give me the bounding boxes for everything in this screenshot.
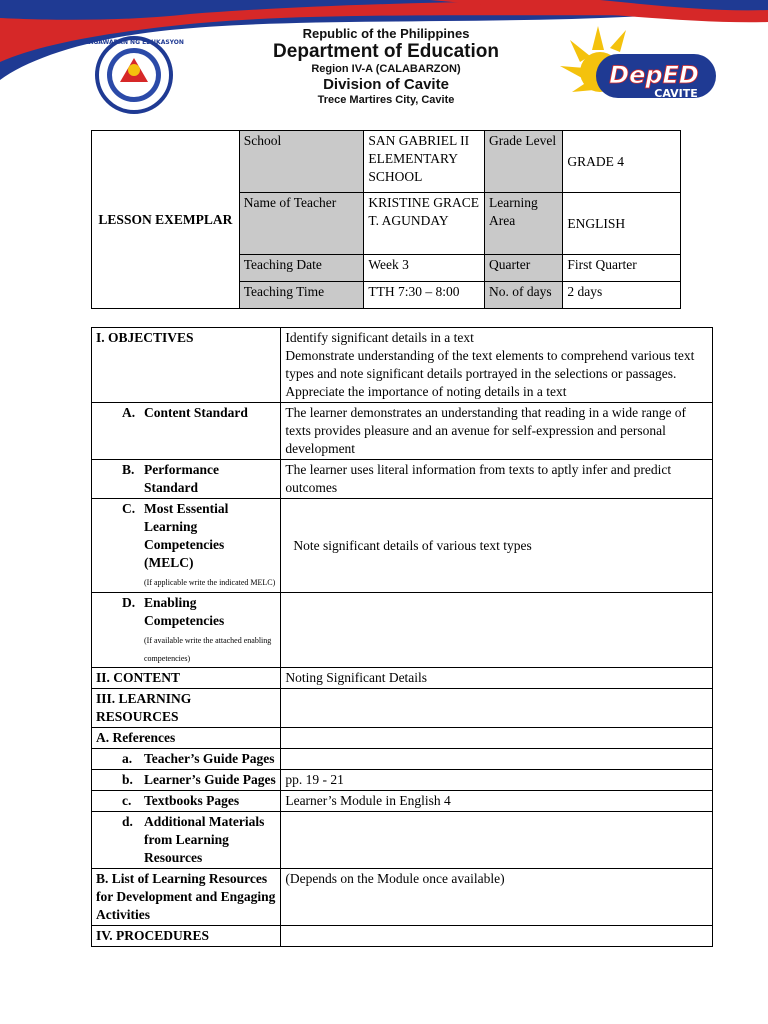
quarter-value: First Quarter xyxy=(563,255,681,282)
objective-line: Demonstrate understanding of the text elements to comprehend various text types and note significant details portrayed in the selections or passages. xyxy=(285,348,695,381)
learners-guide-text: Learner’s Guide Pages xyxy=(144,772,276,787)
content-standard-text: Content Standard xyxy=(144,405,248,420)
objective-line: Appreciate the importance of noting details in a text xyxy=(285,384,567,399)
deped-seal-icon xyxy=(84,38,184,112)
additional-materials-label xyxy=(92,812,281,869)
learners-guide-marker: b. xyxy=(122,772,133,787)
date-label: Teaching Date xyxy=(239,255,364,282)
time-label: Teaching Time xyxy=(239,282,364,309)
content-label: II. CONTENT xyxy=(92,668,281,689)
procedures-label: IV. PROCEDURES xyxy=(92,926,281,947)
melc-note: (If applicable write the indicated MELC) xyxy=(144,578,276,587)
header-department: Department of Education xyxy=(273,41,499,62)
header-division: Division of Cavite xyxy=(323,76,449,93)
learners-guide-label xyxy=(92,770,281,791)
quarter-label: Quarter xyxy=(484,255,562,282)
content-standard-label xyxy=(92,403,281,460)
enabling-note: (If available write the attached enabling competencies) xyxy=(144,636,272,663)
grade-value: GRADE 4 xyxy=(563,131,681,193)
content-standard-value: The learner demonstrates an understanding that reading in a wide range of texts provides pleasure and an avenue for self-expression and personal development xyxy=(281,403,713,460)
days-label: No. of days xyxy=(484,282,562,309)
school-label: School xyxy=(239,131,364,193)
content-standard-marker: A. xyxy=(122,405,136,420)
header-city: Trece Martires City, Cavite xyxy=(317,94,455,106)
references-value xyxy=(281,728,713,749)
teacher-value: KRISTINE GRACE T. AGUNDAY xyxy=(364,193,485,255)
teachers-guide-label xyxy=(92,749,281,770)
textbooks-marker: c. xyxy=(122,793,132,808)
textbooks-text: Textbooks Pages xyxy=(144,793,240,808)
melc-label xyxy=(92,499,281,593)
melc-text: Most Essential Learning Competencies (MELC) xyxy=(144,501,229,570)
time-value: TTH 7:30 – 8:00 xyxy=(364,282,485,309)
teacher-label: Name of Teacher xyxy=(239,193,364,255)
teachers-guide-value xyxy=(281,749,713,770)
performance-standard-marker: B. xyxy=(122,462,135,477)
grade-label: Grade Level xyxy=(484,131,562,193)
performance-standard-label xyxy=(92,460,281,499)
lesson-plan-table xyxy=(91,327,713,947)
enabling-text: Enabling Competencies xyxy=(144,595,225,628)
letterhead-text xyxy=(246,26,526,107)
teachers-guide-marker: a. xyxy=(122,751,133,766)
references-label: A. References xyxy=(92,728,281,749)
objective-line: Identify significant details in a text xyxy=(285,330,474,345)
enabling-marker: D. xyxy=(122,595,136,610)
list-resources-value: (Depends on the Module once available) xyxy=(281,869,713,926)
performance-standard-text: Performance Standard xyxy=(144,462,219,495)
days-value: 2 days xyxy=(563,282,681,309)
additional-materials-marker: d. xyxy=(122,814,133,829)
header-republic: Republic of the Philippines xyxy=(302,26,470,41)
deped-cavite-logo xyxy=(560,26,716,100)
additional-materials-text: Additional Materials from Learning Resources xyxy=(144,814,265,865)
lesson-info-table xyxy=(91,130,681,309)
content-value: Noting Significant Details xyxy=(281,668,713,689)
learners-guide-value: pp. 19 - 21 xyxy=(281,770,713,791)
performance-standard-value: The learner uses literal information from texts to aptly infer and predict outcomes xyxy=(281,460,713,499)
resources-label: III. LEARNING RESOURCES xyxy=(92,689,281,728)
additional-materials-value xyxy=(281,812,713,869)
resources-value xyxy=(281,689,713,728)
enabling-label xyxy=(92,593,281,668)
list-resources-label: B. List of Learning Resources for Development and Engaging Activities xyxy=(92,869,281,926)
area-value: ENGLISH xyxy=(563,193,681,255)
melc-value: Note significant details of various text types xyxy=(281,499,713,593)
procedures-value xyxy=(281,926,713,947)
melc-marker: C. xyxy=(122,501,136,516)
svg-text:CAVITE: CAVITE xyxy=(654,87,698,100)
area-label: Learning Area xyxy=(484,193,562,255)
textbooks-label xyxy=(92,791,281,812)
header-region: Region IV-A (CALABARZON) xyxy=(311,63,461,75)
school-value: SAN GABRIEL II ELEMENTARY SCHOOL xyxy=(364,131,485,193)
date-value: Week 3 xyxy=(364,255,485,282)
objectives-label: I. OBJECTIVES xyxy=(92,328,281,403)
enabling-value xyxy=(281,593,713,668)
lesson-title: LESSON EXEMPLAR xyxy=(92,131,240,309)
objectives-value xyxy=(281,328,713,403)
textbooks-value: Learner’s Module in English 4 xyxy=(281,791,713,812)
svg-text:DepED: DepED xyxy=(609,61,699,89)
teachers-guide-text: Teacher’s Guide Pages xyxy=(144,751,275,766)
svg-text:KAGAWARAN NG EDUKASYON: KAGAWARAN NG EDUKASYON xyxy=(84,39,184,46)
